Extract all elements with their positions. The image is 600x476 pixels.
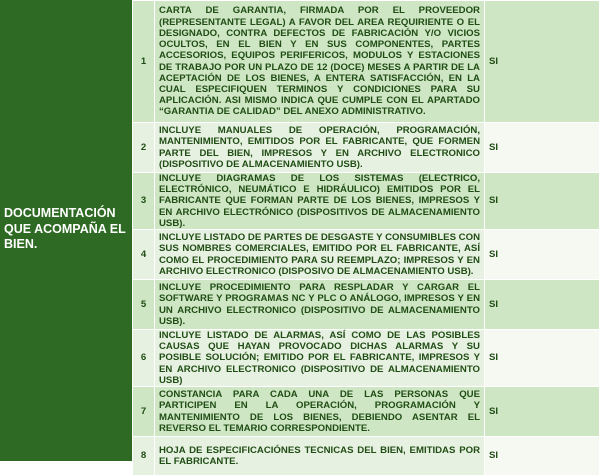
row-description: INCLUYE MANUALES DE OPERACIÓN, PROGRAMACIÓN, MANTENIMIENTO, EMITIDOS POR EL FABRICANTE, QUE FORMEN PARTE DEL BIEN, IMPRESOS Y EN ARCHIVO ELECTRONICO (DISPOSITIVO DE ALMACENAMIENTO USB).	[155, 123, 485, 173]
row-description: INCLUYE PROCEDIMIENTO PARA RESPLADAR Y CARGAR EL SOFTWARE Y PROGRAMAS NC Y PLC O ANÁLOGO, IMPRESOS Y EN UN ARCHIVO ELECTRONICO (DISPOSITIVO DE ALMACENAMIENTO USB).	[155, 280, 485, 330]
row-answer: SI	[485, 437, 600, 476]
row-description: HOJA DE ESPECIFICACIÓNES TECNICAS DEL BIEN, EMITIDAS POR EL FABRICANTE.	[155, 437, 485, 476]
row-description: INCLUYE LISTADO DE PARTES DE DESGASTE Y CONSUMIBLES CON SUS NOMBRES COMERCIALES, EMITIDO POR EL FABRICANTE, ASÍ COMO EL PROCEDIMIENTO PARA SU REEMPLAZO; IMPRESOS Y EN ARCHIVO ELECTRONICO (DISPOSIVO DE ALMACENAMIENTO USB).	[155, 230, 485, 280]
category-cell	[0, 0, 132, 461]
table-row	[133, 387, 600, 437]
table-row	[133, 123, 600, 173]
requirements-table	[132, 0, 600, 476]
row-answer: SI	[485, 123, 600, 173]
row-description: INCLUYE LISTADO DE ALARMAS, ASÍ COMO DE LAS POSIBLES CAUSAS QUE HAYAN PROVOCADO DICHAS ALARMAS Y SU POSIBLE SOLUCIÓN; EMITIDO POR EL FABRICANTE, IMPRESOS Y EN ARCHIVO ELECTRONICO (DISPOSITIVO DE ALMACENAMIENTO USB)	[155, 330, 485, 387]
row-description: CARTA DE GARANTIA, FIRMADA POR EL PROVEEDOR (REPRESENTANTE LEGAL) A FAVOR DEL AREA REQUIRIENTE O EL DESIGNADO, CONTRA DEFECTOS DE FABRICACIÓN Y/O VICIOS OCULTOS, EN EL BIEN Y EN SUS COMPONENTES, PARTES ACCESORIOS, EQUIPOS PERIFERICOS, MODULOS Y ESTACIONES DE TRABAJO POR UN PLAZO DE 12 (DOCE) MESES A PARTIR DE LA ACEPTACIÓN DE LOS BIENES, A ENTERA SATISFACCIÓN, EN LA CUAL ESPECIFIQUEN TERMINOS Y CONDICIONES PARA SU APLICACIÓN. ASI MISMO INDICA QUE CUMPLE CON EL APARTADO “GARANTIA DE CALIDAD” DEL ANEXO ADMINISTRATIVO.	[155, 1, 485, 123]
table-row	[133, 173, 600, 230]
row-number: 1	[133, 1, 155, 123]
row-answer: SI	[485, 387, 600, 437]
row-number: 5	[133, 280, 155, 330]
row-number: 8	[133, 437, 155, 476]
row-number: 6	[133, 330, 155, 387]
table-row	[133, 230, 600, 280]
row-answer: SI	[485, 230, 600, 280]
row-number: 3	[133, 173, 155, 230]
category-label: DOCUMENTACIÓN QUE ACOMPAÑA EL BIEN.	[4, 206, 126, 251]
row-number: 7	[133, 387, 155, 437]
row-answer: SI	[485, 330, 600, 387]
row-description: INCLUYE DIAGRAMAS DE LOS SISTEMAS (ELECTRICO, ELECTRÓNICO, NEUMÁTICO E HIDRÁULICO) EMITIDOS POR EL FABRICANTE QUE FORMAN PARTE DE LOS BIENES, IMPRESOS Y EN ARCHIVO ELECTRÓNICO (DISPOSITIVOS DE ALMACENAMIENTO USB).	[155, 173, 485, 230]
row-answer: SI	[485, 280, 600, 330]
table-row	[133, 437, 600, 476]
row-description: CONSTANCIA PARA CADA UNA DE LAS PERSONAS QUE PARTICIPEN EN LA OPERACIÓN, PROGRAMACIÓN Y MANTENIMIENTO DE LOS BIENES, DEBIENDO ASENTAR EL REVERSO EL TEMARIO CORRESPONDIENTE.	[155, 387, 485, 437]
row-number: 4	[133, 230, 155, 280]
row-answer: SI	[485, 1, 600, 123]
row-number: 2	[133, 123, 155, 173]
table-row	[133, 280, 600, 330]
row-answer: SI	[485, 173, 600, 230]
table-row	[133, 1, 600, 123]
table-row	[133, 330, 600, 387]
